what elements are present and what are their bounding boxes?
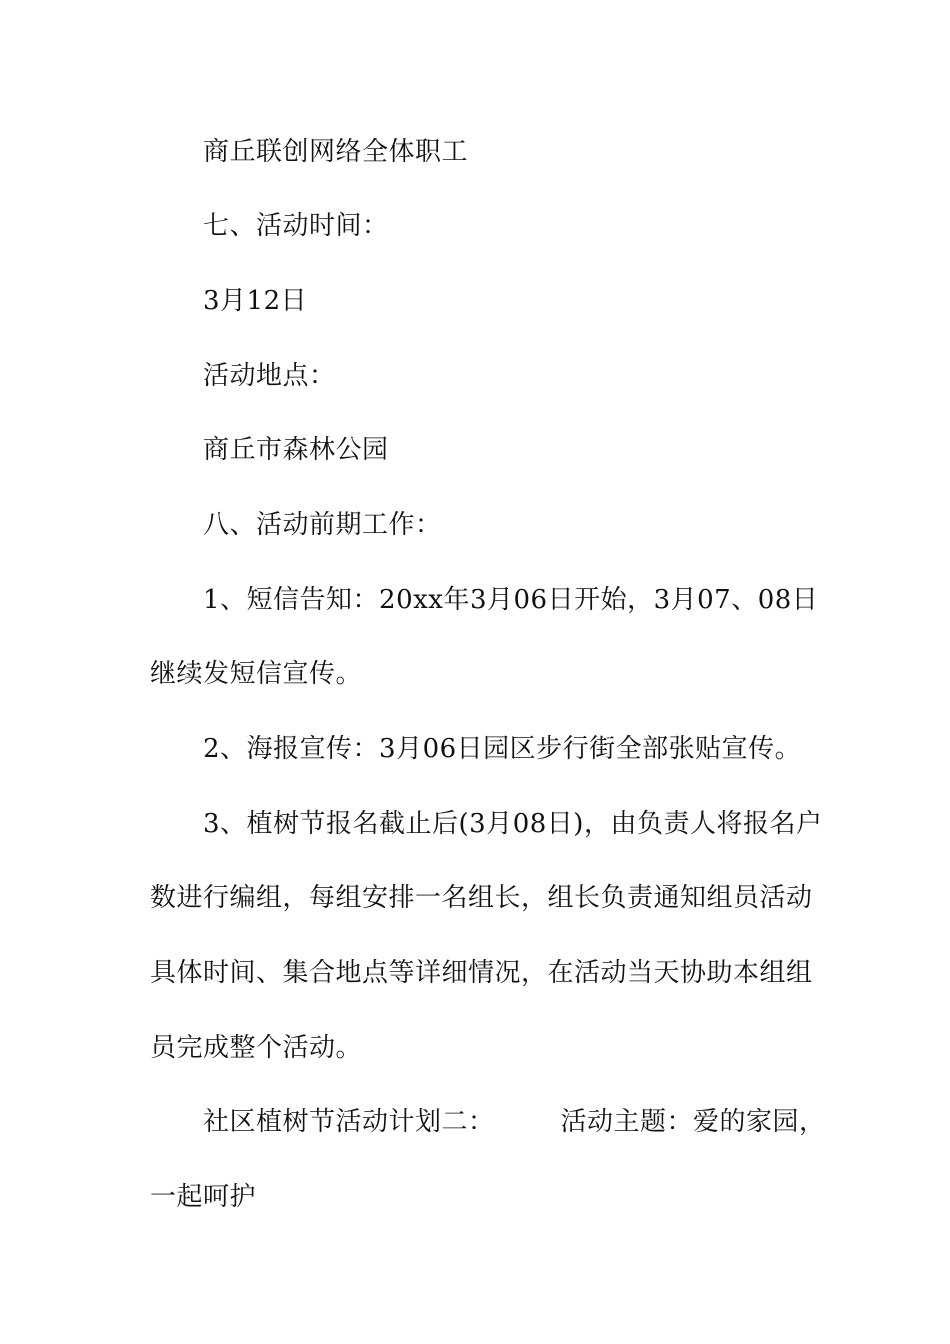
text-line-poster: 2、海报宣传：3月06日园区步行街全部张贴宣传。: [203, 734, 802, 764]
text-line-theme-cont: 一起呵护: [150, 1182, 257, 1212]
text-line-plan-two: [203, 1102, 826, 1142]
text-line-sms-notice: 1、短信告知：20xx年3月06日开始，3月07、08日: [203, 585, 819, 615]
text-line-date: 3月12日: [203, 286, 308, 316]
text-line-grouping-2: 数进行编组，每组安排一名组长，组长负责通知组员活动: [150, 883, 813, 913]
text-line-sms-notice-cont: 继续发短信宣传。: [150, 659, 363, 689]
plan-two-title: 社区植树节活动计划二：: [203, 1107, 495, 1137]
text-line-grouping-3: 具体时间、集合地点等详细情况，在活动当天协助本组组: [150, 958, 813, 988]
heading-activity-time: 七、活动时间：: [203, 211, 389, 241]
text-line-grouping-1: 3、植树节报名截止后(3月08日)，由负责人将报名户: [203, 809, 823, 839]
text-line-participants: 商丘联创网络全体职工: [203, 137, 469, 167]
text-line-location: 商丘市森林公园: [203, 435, 389, 465]
heading-preparation-work: 八、活动前期工作：: [203, 510, 442, 540]
text-line-grouping-4: 员完成整个活动。: [150, 1033, 363, 1063]
heading-activity-location: 活动地点：: [203, 361, 336, 391]
plan-two-theme: 活动主题：爱的家园，: [560, 1107, 826, 1137]
